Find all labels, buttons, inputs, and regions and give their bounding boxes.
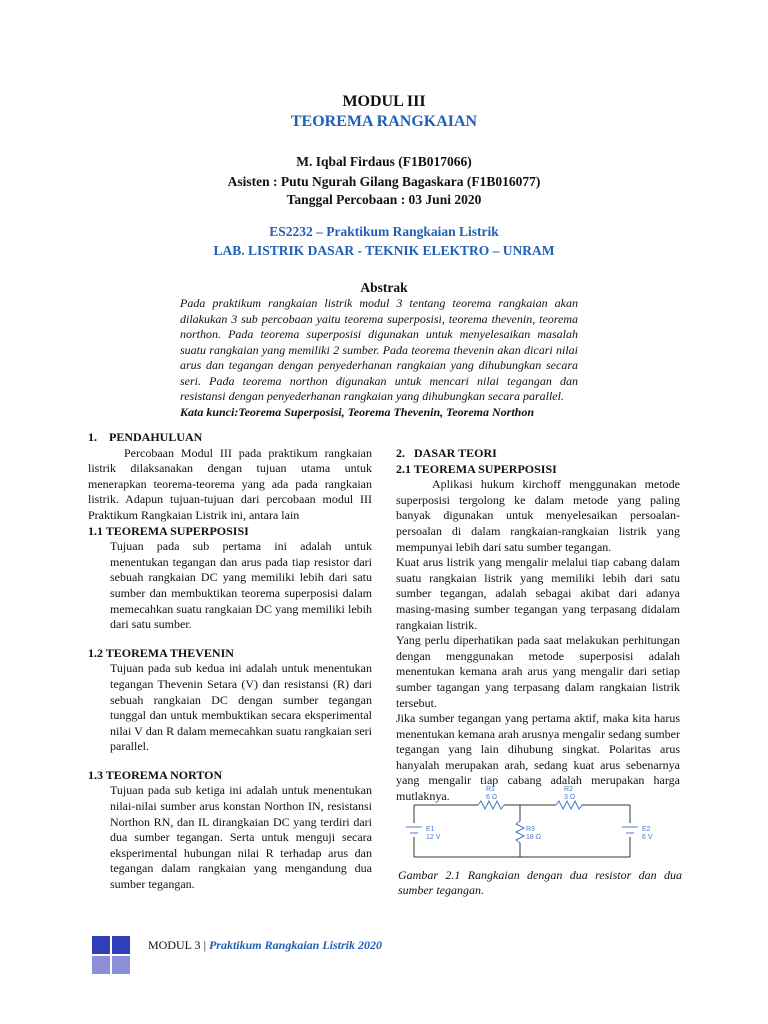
e1-name: E1 <box>426 826 435 833</box>
assistant-line: Asisten : Putu Ngurah Gilang Bagaskara (F1B016077) <box>227 174 541 189</box>
footer-modul: MODUL 3 <box>148 938 201 952</box>
section-1-1-body: Tujuan pada sub pertama ini adalah untuk menentukan tegangan dan arus pada tiap resistor dari sebuah rangkaian DC yang memiliki lebih dari satu sumber dan membuktikan teorema superposisi dalam memecahkan suatu rangkaian DC yang memiliki lebih dari satu sumber. <box>110 539 372 632</box>
section-1-body: Percobaan Modul III pada praktikum rangkaian listrik dilaksanakan dengan tujuan utama untuk menerapkan teorema-teorema yang ada pada rangkaian listrik. Adapun tujuan-tujuan dari percobaan modul III Praktikum Rangkaian Listrik ini, antara lain <box>88 445 372 522</box>
section-2-1-title: 2.1 TEOREMA SUPERPOSISI <box>396 461 557 476</box>
footer-square <box>112 956 130 974</box>
figure-caption: Gambar 2.1 Rangkaian dengan dua resistor dan dua sumber tegangan. <box>398 868 682 897</box>
page-footer <box>148 938 382 953</box>
theory-paragraph-2: Kuat arus listrik yang mengalir melalui tiap cabang dalam suatu rangkaian listrik yang memiliki lebih dari satu sumber tegangan, adalah sebagai akibat dari adanya masing-masing sumber tegangan yang terpasang didalam rangkaian listrik. <box>396 555 680 632</box>
r3-name: R3 <box>526 826 535 833</box>
e1-value: 12 V <box>426 834 441 841</box>
abstract-block <box>180 296 578 420</box>
r1-value: 6 Ω <box>486 794 498 801</box>
footer-square <box>112 936 130 954</box>
footer-square <box>92 956 110 974</box>
resistor-r2 <box>556 801 582 809</box>
left-column <box>88 430 372 893</box>
keywords: Kata kunci:Teorema Superposisi, Teorema Thevenin, Teorema Northon <box>180 404 535 419</box>
lab-line: LAB. LISTRIK DASAR - TEKNIK ELEKTRO – UNRAM <box>213 243 555 258</box>
r2-value: 3 Ω <box>564 794 576 801</box>
section-2-title: 2. DASAR TEORI <box>396 446 497 460</box>
date-line: Tanggal Percobaan : 03 Juni 2020 <box>286 192 482 207</box>
page-title: TEOREMA RANGKAIAN <box>290 113 478 130</box>
r1-name: R1 <box>486 786 495 793</box>
footer-logo-squares <box>92 936 136 972</box>
footer-square <box>92 936 110 954</box>
section-1-2-title: 1.2 TEOREMA THEVENIN <box>88 645 234 660</box>
resistor-r1 <box>478 801 504 809</box>
circuit-diagram <box>396 783 686 865</box>
modul-heading: MODUL III <box>342 93 426 110</box>
right-column <box>396 446 680 805</box>
section-1-1-title: 1.1 TEOREMA SUPERPOSISI <box>88 523 249 538</box>
footer-course: Praktikum Rangkaian Listrik 2020 <box>208 938 383 952</box>
abstract-text: Pada praktikum rangkaian listrik modul 3 tentang teorema rangkaian akan dilakukan 3 sub percobaan yaitu teorema superposisi, teorema thevenin, teorema northon. Pada teorema superposisi digunakan untuk menyelesaikan masalah suatu rangkaian yang memiliki 2 sumber. Pada teorema thevenin akan dicari nilai arus dan tegangan dengan penyederhanan rangkaian yang dihubungkan secara seri. Pada teorema northon digunakan untuk mencari nilai tegangan dan resistansi dengan penyederhanan rangkaian yang dihubungkan secara parallel. <box>180 296 578 403</box>
r3-value: 18 Ω <box>526 834 541 841</box>
section-1-title: 1. PENDAHULUAN <box>88 430 203 444</box>
section-1-3-body: Tujuan pada sub ketiga ini adalah untuk menentukan nilai-nilai sumber arus konstan Northon IN, resistansi Northon RN, dan IL dirangkaian DC yang terdiri dari dua sumber tegangan. Serta untuk menguji secara eksperimental hubungan nilai R terhadap arus dan tegangan dalam rangkaian yang mengandung dua sumber tegangan. <box>110 783 372 892</box>
abstract-heading: Abstrak <box>360 280 408 295</box>
theory-paragraph-4: Jika sumber tegangan yang pertama aktif, maka kita harus menentukan kemana arah arusnya mengalir sedang sumber tegangan yang lain dihubung singkat. Polaritas arus hanyalah merupakan arah, sedang kuat arus sebenarnya yang mengalir tiap cabang adalah merupakan harga mutlaknya. <box>396 711 680 804</box>
section-1-2-body: Tujuan pada sub kedua ini adalah untuk menentukan tegangan Thevenin Setara (V) dan resistansi (R) dari sebuah rangkaian DC dengan sumber tegangan tunggal dan untuk membuktikan secara eksperimental nilai V dan R dalam memecahkan suatu rangkaian seri parallel. <box>110 661 372 754</box>
e2-value: 6 V <box>642 834 653 841</box>
author-line: M. Iqbal Firdaus (F1B017066) <box>296 154 472 169</box>
course-line: ES2232 – Praktikum Rangkaian Listrik <box>269 224 499 239</box>
r2-name: R2 <box>564 786 573 793</box>
theory-paragraph-1: Aplikasi hukum kirchoff menggunakan metode superposisi tergolong ke dalam metode yang paling banyak digunakan untuk menyelesaikan persoalan-persoalan di dalam rangkaian-rangkaian listrik yang mempunyai lebih dari satu sumber tegangan. <box>396 477 680 554</box>
resistor-r3 <box>516 821 524 843</box>
theory-paragraph-3: Yang perlu diperhatikan pada saat melakukan perhitungan dengan menggunakan metode superposisi adalah menentukan kemana arah arus yang mengalir dari setiap sumber tagangan yang terpasang dalam rangkaian listrik tersebut. <box>396 633 680 710</box>
section-1-3-title: 1.3 TEOREMA NORTON <box>88 767 223 782</box>
footer-separator: | <box>203 938 206 952</box>
e2-name: E2 <box>642 826 651 833</box>
